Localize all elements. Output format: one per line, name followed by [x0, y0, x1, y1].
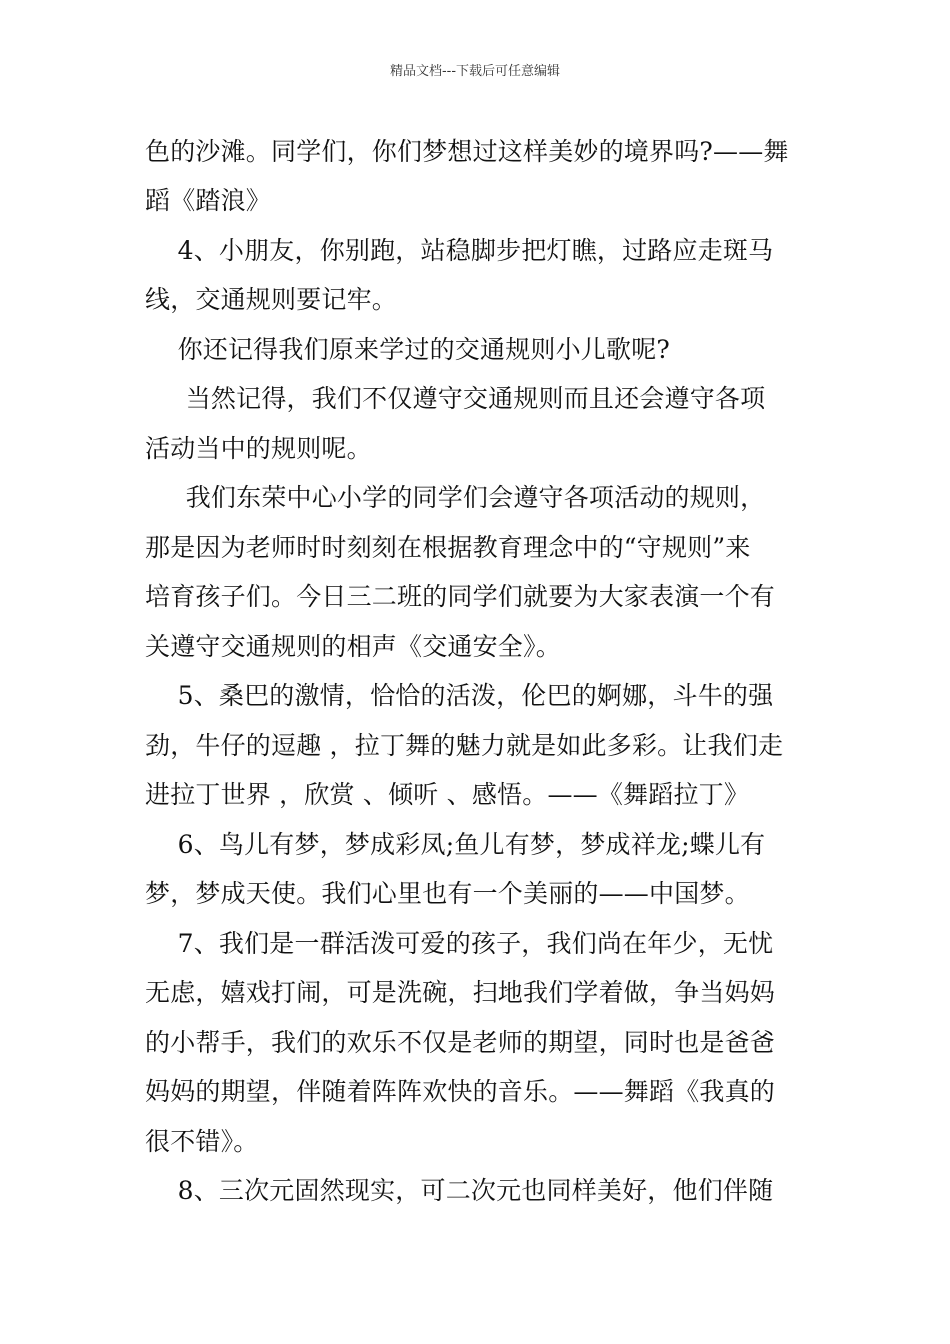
text-line: 8、三次元固然现实，可二次元也同样美好，他们伴随 — [145, 1176, 774, 1205]
text-line: 的小帮手，我们的欢乐不仅是老师的期望，同时也是爸爸 — [145, 1028, 776, 1057]
text-line: 那是因为老师时时刻刻在根据教育理念中的“守规则”来 — [145, 533, 751, 562]
text-line: 我们东荣中心小学的同学们会遵守各项活动的规则， — [145, 483, 766, 512]
text-line: 当然记得，我们不仅遵守交通规则而且还会遵守各项 — [145, 384, 766, 413]
text-line: 4、小朋友，你别跑，站稳脚步把灯瞧，过路应走斑马 — [145, 236, 774, 265]
text-line: 劲，牛仔的逗趣 ，拉丁舞的魅力就是如此多彩。让我们走 — [145, 731, 784, 760]
text-line: 7、我们是一群活泼可爱的孩子，我们尚在年少，无忧 — [145, 929, 774, 958]
text-line: 无虑，嬉戏打闹，可是洗碗，扫地我们学着做，争当妈妈 — [145, 978, 776, 1007]
text-line: 培育孩子们。今日三二班的同学们就要为大家表演一个有 — [145, 582, 776, 611]
text-line: 你还记得我们原来学过的交通规则小儿歌呢? — [145, 335, 670, 364]
text-line: 关遵守交通规则的相声《交通安全》。 — [145, 632, 561, 661]
text-line: 色的沙滩。同学们，你们梦想过这样美妙的境界吗?——舞 — [145, 137, 789, 166]
text-line: 蹈《踏浪》 — [145, 186, 272, 215]
text-line: 线，交通规则要记牢。 — [145, 285, 398, 314]
text-line: 活动当中的规则呢。 — [145, 434, 372, 463]
text-line: 梦，梦成天使。我们心里也有一个美丽的——中国梦。 — [145, 879, 750, 908]
text-line: 6、鸟儿有梦，梦成彩凤;鱼儿有梦，梦成祥龙;蝶儿有 — [145, 830, 766, 859]
text-line: 妈妈的期望，伴随着阵阵欢快的音乐。——舞蹈《我真的 — [145, 1077, 776, 1106]
text-line: 很不错》。 — [145, 1127, 259, 1156]
text-line: 进拉丁世界 ，欣赏 、倾听 、感悟。——《舞蹈拉丁》 — [145, 780, 750, 809]
page-header: 精品文档---下载后可任意编辑 — [389, 64, 561, 79]
text-line: 5、桑巴的激情，恰恰的活泼，伦巴的婀娜，斗牛的强 — [145, 681, 774, 710]
